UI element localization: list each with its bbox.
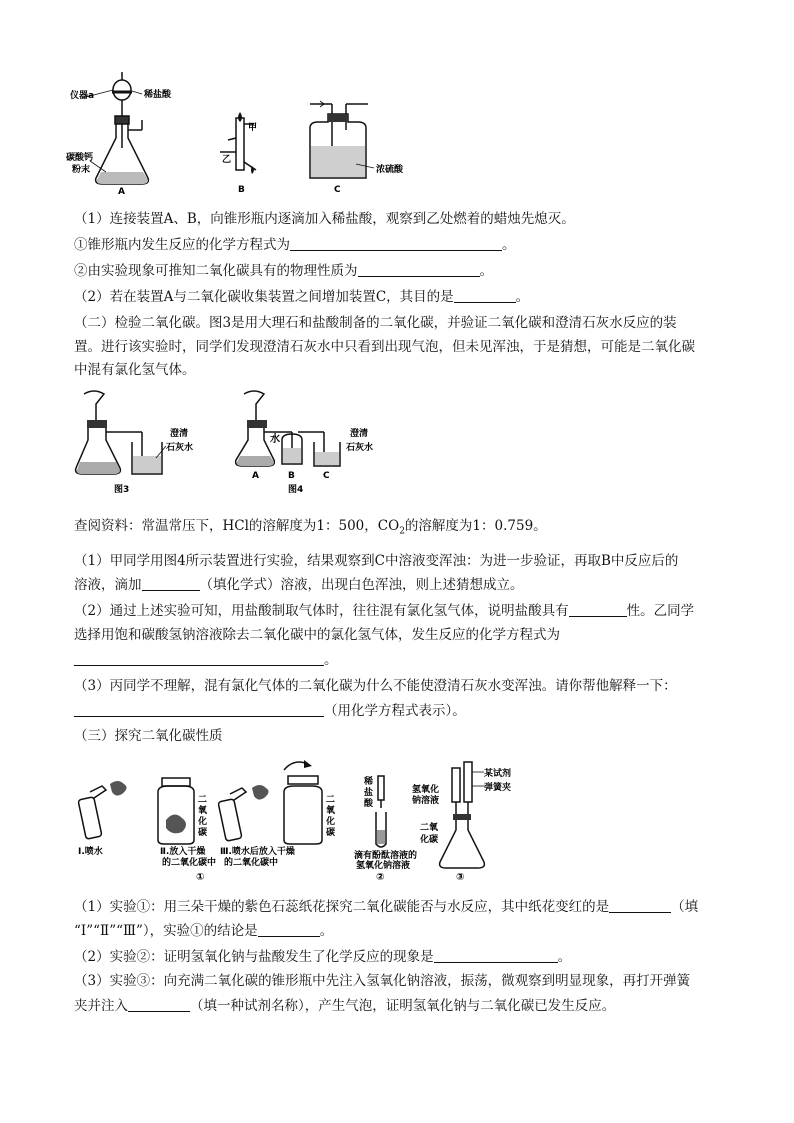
limewater-label-line2: 石灰水: [166, 443, 194, 453]
q2-line: [74, 287, 529, 307]
water-label: 水: [270, 434, 280, 445]
q1-sub1-text: ①锥形瓶内发生反应的化学方程式为: [74, 237, 290, 253]
q1-sub2-end: 。: [479, 263, 493, 279]
section3-title: （三）探究二氧化碳性质: [74, 728, 223, 744]
part2-q3-line2-end: （用化学方程式表示）。: [324, 703, 466, 719]
part2-q2-line1: [74, 601, 694, 621]
part3-q1-line2: [74, 921, 333, 941]
limewater2-label-line2: 石灰水: [346, 443, 374, 453]
step3-label-line1: Ⅲ.喷水后放入干燥: [220, 847, 295, 857]
answer-blank-limewater-equation[interactable]: [74, 702, 324, 717]
part3-q2-end: 。: [557, 949, 572, 965]
experiments-drawing: [72, 758, 512, 882]
part2-q1-line2: [74, 575, 524, 595]
fig4-letter-b: B: [288, 471, 295, 481]
fig4-letter-c: C: [323, 471, 330, 481]
co2-b-1: 二: [326, 795, 336, 805]
part2-q2-line3: [74, 650, 338, 670]
co2-c-line1: 二氧: [420, 823, 439, 833]
section2-line3: 中混有氯化氢气体。: [74, 362, 196, 378]
step2-label-line2: 的二氧化碳中: [162, 858, 217, 868]
spray-label: Ⅰ.喷水: [78, 847, 103, 857]
part2-q3-line2: [74, 701, 466, 721]
co2-a-4: 碳: [198, 828, 208, 838]
reference-info: [74, 516, 547, 542]
q2-end: 。: [515, 289, 530, 305]
answer-blank-acid-property[interactable]: [569, 602, 627, 617]
part2-q1-line2-text: 溶液，滴加: [74, 577, 142, 593]
part2-q1-line1: （1）甲同学用图4所示装置进行实验，结果观察到C中溶液变浑浊：为进一步验证，再取B中反应后的: [74, 553, 679, 569]
figure-3-4-drawing: [70, 388, 400, 500]
limewater2-label-line1: 澄清: [350, 429, 369, 439]
part3-q1-line2-end: 。: [319, 923, 334, 939]
co2-b-3: 化: [326, 817, 336, 827]
section2-line1: （二）检验二氧化碳。图3是用大理石和盐酸制备的二氧化碳，并验证二氧化碳和澄清石灰水反应的装: [74, 315, 677, 331]
part2-q2-line2: 选择用饱和碳酸氢钠溶液除去二氧化碳中的氯化氢气体，发生反应的化学方程式为: [74, 627, 560, 643]
limewater-label-line1: 澄清: [170, 429, 189, 439]
answer-blank-phenomenon[interactable]: [434, 948, 558, 963]
part2-q2-end: 性。乙同学: [626, 603, 695, 619]
part3-q1-text: （1）实验①：用三朵干燥的紫色石蕊纸花探究二氧化碳能否与水反应，其中纸花变红的是: [74, 899, 610, 915]
phenol-label-line1: 滴有酚酞溶液的: [354, 851, 418, 861]
caco3-label-line1: 碳酸钙: [66, 153, 94, 163]
experiments-figure: [72, 758, 512, 882]
answer-blank-red-flower[interactable]: [609, 898, 671, 913]
part3-q3-line2: [74, 996, 615, 1016]
part2-q2-text: （2）通过上述实验可知，用盐酸制取气体时，往往混有氯化氢气体，说明盐酸具有: [74, 603, 569, 619]
part3-q1-end: （填: [671, 899, 699, 915]
instrument-a-label: 仪器a: [70, 91, 95, 101]
part2-q1-line2-end: （填化学式）溶液，出现白色浑浊，则上述猜想成立。: [199, 577, 524, 593]
part2-q3-line1: （3）丙同学不理解，混有氯化气体的二氧化碳为什么不能使澄清石灰水变浑浊。请你帮他解释一下：: [74, 678, 677, 694]
co2-b-4: 碳: [326, 828, 336, 838]
jia-label: 甲: [248, 123, 258, 133]
section2-line2: 置。进行该实验时，同学们发现澄清石灰水中只看到出现气泡，但未见浑浊，于是猜想，可能是二氧化碳: [74, 339, 695, 355]
answer-blank-formula[interactable]: [142, 576, 200, 591]
dilute-hcl-label: 稀盐酸: [144, 90, 172, 100]
apparatus-a-letter: A: [118, 187, 125, 197]
answer-blank-reagent[interactable]: [128, 997, 190, 1012]
co2-c-line2: 化碳: [420, 835, 439, 845]
yi-label: 乙: [222, 155, 232, 165]
hcl-char3: 酸: [364, 799, 374, 809]
naoh-label-line2: 钠溶液: [412, 796, 440, 806]
co2-a-1: 二: [198, 795, 208, 805]
part3-q1-line2-text: “Ⅰ”“Ⅱ”“Ⅲ”），实验①的结论是: [74, 923, 258, 939]
caco3-label-line2: 粉末: [72, 165, 91, 175]
reagent-label: 某试剂: [484, 769, 512, 779]
fig4-letter-a: A: [252, 471, 259, 481]
experiment-1-number: ①: [196, 872, 205, 883]
part3-q3-line2-end: （填一种试剂名称），产生气泡，证明氢氧化钠与二氧化碳已发生反应。: [190, 998, 616, 1014]
experiment-2-number: ②: [376, 872, 385, 883]
part3-q3-line2-text: 夹并注入: [74, 998, 128, 1014]
part3-q2-line: [74, 947, 571, 967]
figure-3-4: [70, 388, 400, 500]
q1-sub2-text: ②由实验现象可推知二氧化碳具有的物理性质为: [74, 263, 358, 279]
conc-h2so4-label: 浓硫酸: [376, 165, 404, 175]
experiment-3-number: ③: [456, 872, 465, 883]
co2-a-3: 化: [198, 817, 208, 827]
reference-info-end: 的溶解度为1：0.759。: [404, 518, 547, 534]
part3-q2-text: （2）实验②：证明氢氧化钠与盐酸发生了化学反应的现象是: [74, 949, 434, 965]
step2-label-line1: Ⅱ.放入干燥: [160, 847, 206, 857]
reference-info-text: 查阅资料：常温常压下，HCl的溶解度为1：500，CO: [74, 518, 400, 534]
clip-label: 弹簧夹: [484, 783, 512, 793]
fig4-caption: 图4: [288, 485, 304, 495]
apparatus-c-letter: C: [334, 185, 341, 195]
apparatus-figure-abc: [66, 68, 490, 198]
part2-q2-line3-end: 。: [324, 652, 338, 668]
answer-blank-physical-property[interactable]: [358, 262, 480, 277]
q1-line: （1）连接装置A、B，向锥形瓶内逐滴加入稀盐酸，观察到乙处燃着的蜡烛先熄灭。: [74, 211, 575, 227]
co2-b-2: 氧: [326, 806, 336, 816]
phenol-label-line2: 氢氧化钠溶液: [356, 861, 411, 871]
hcl-char2: 盐: [364, 788, 374, 798]
apparatus-abc-drawing: [66, 68, 490, 198]
co2-a-2: 氧: [198, 806, 208, 816]
answer-blank-purpose[interactable]: [454, 288, 516, 303]
answer-blank-nahco3-equation[interactable]: [74, 651, 324, 666]
q2-text: （2）若在装置A与二氧化碳收集装置之间增加装置C，其目的是: [74, 289, 454, 305]
answer-blank-conclusion[interactable]: [258, 922, 320, 937]
co2-subscript: 2: [399, 526, 405, 537]
hcl-char1: 稀: [364, 777, 374, 787]
answer-blank-equation[interactable]: [290, 236, 502, 251]
part3-q3-line1: （3）实验③：向充满二氧化碳的锥形瓶中先注入氢氧化钠溶液，振荡，微观察到明显现象，再打开弹簧: [74, 973, 691, 989]
step3-label-line2: 的二氧化碳中: [224, 858, 279, 868]
naoh-label-line1: 氢氧化: [412, 785, 440, 795]
apparatus-b-letter: B: [238, 185, 245, 195]
part3-q1-line1: [74, 897, 698, 917]
q1-sub1-end: 。: [502, 237, 516, 253]
fig3-caption: 图3: [114, 485, 130, 495]
q1-sub2: [74, 261, 493, 281]
q1-sub1: [74, 235, 516, 255]
